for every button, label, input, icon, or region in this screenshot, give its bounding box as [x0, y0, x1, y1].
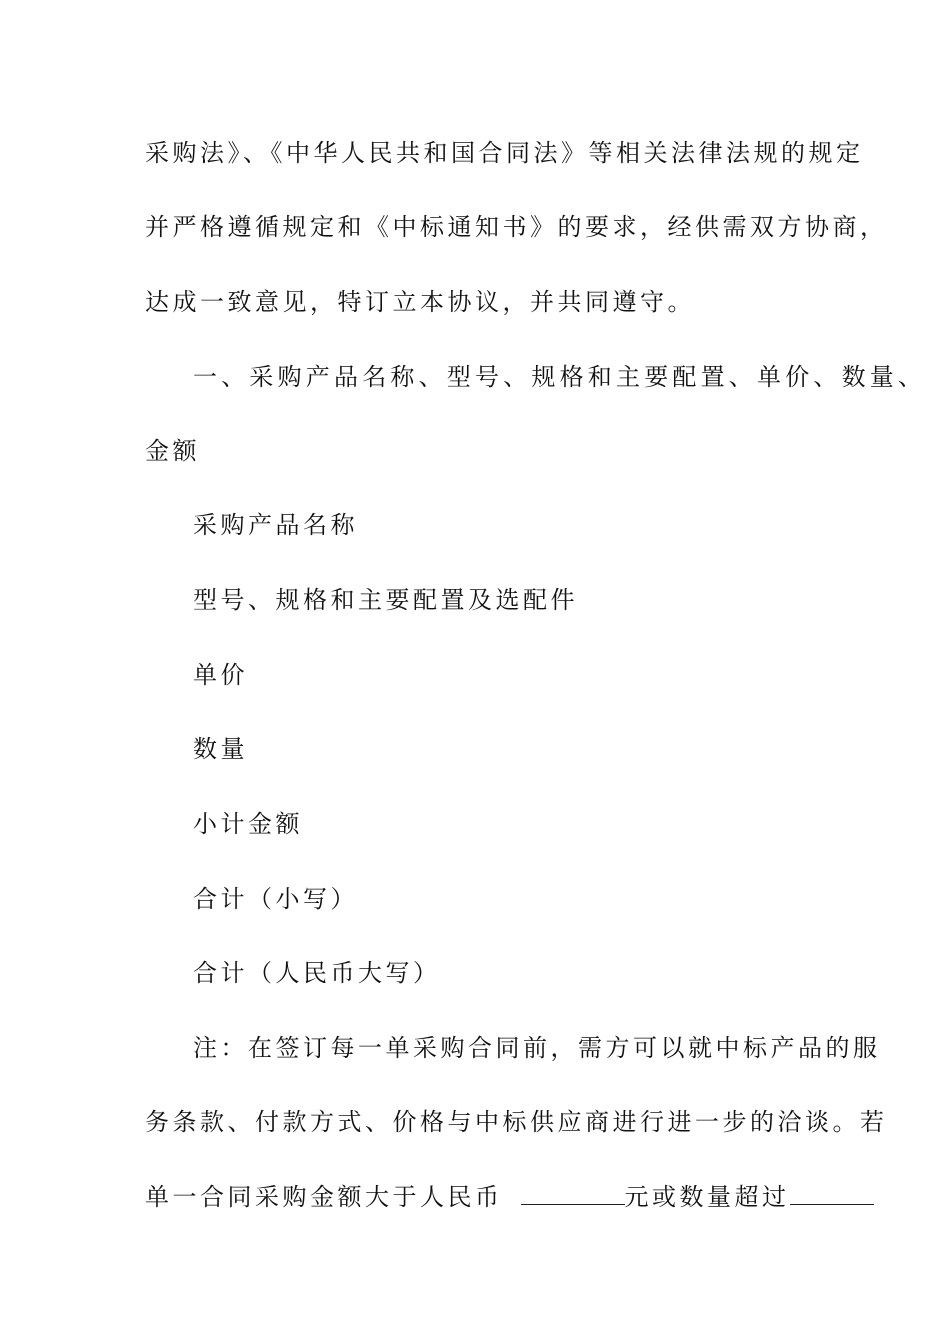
field-label: 合计（人民币大写） — [193, 959, 441, 987]
section-heading: 一、采购产品名称、型号、规格和主要配置、单价、数量、 — [193, 363, 927, 391]
quantity-blank — [790, 1182, 874, 1205]
field-label: 采购产品名称 — [193, 511, 358, 539]
paragraph-line: 达成一致意见，特订立本协议，并共同遵守。 — [145, 288, 695, 316]
note-text: 单一合同采购金额大于人民币 — [145, 1183, 503, 1211]
field-label: 型号、规格和主要配置及选配件 — [193, 586, 578, 614]
amount-blank — [521, 1182, 625, 1205]
field-label: 数量 — [193, 735, 248, 763]
note-line: 注：在签订每一单采购合同前，需方可以就中标产品的服 — [193, 1034, 881, 1062]
paragraph-line: 并严格遵循规定和《中标通知书》的要求，经供需双方协商， — [145, 213, 888, 241]
note-line-with-blanks — [145, 1182, 874, 1212]
field-label: 单价 — [193, 661, 248, 689]
paragraph-line: 采购法》、《中华人民共和国合同法》等相关法律法规的规定 — [145, 139, 864, 167]
field-label: 合计（小写） — [193, 885, 358, 913]
section-heading-continued: 金额 — [145, 437, 200, 465]
note-text: 元或数量超过 — [624, 1183, 790, 1211]
field-label: 小计金额 — [193, 810, 303, 838]
note-line: 务条款、付款方式、价格与中标供应商进行进一步的洽谈。若 — [145, 1108, 888, 1136]
